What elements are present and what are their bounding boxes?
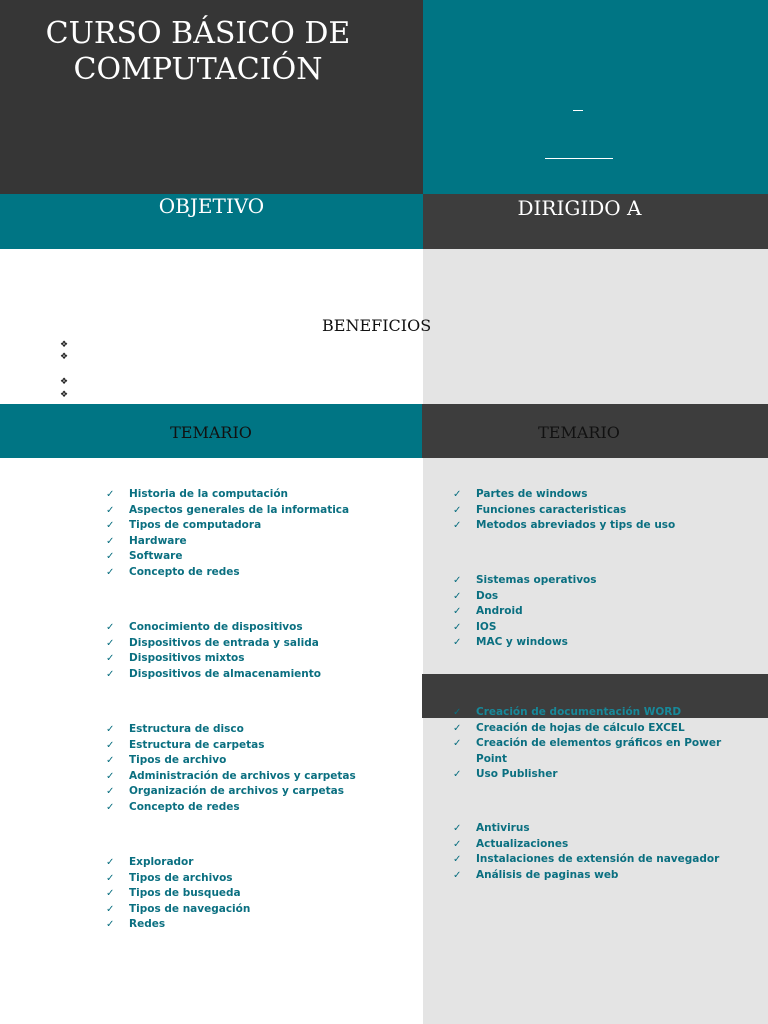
list-item: ✓ Análisis de paginas web [453, 868, 719, 884]
list-item: ✓ Aspectos generales de la informatica [106, 503, 349, 519]
list-item: ✓ MAC y windows [453, 635, 597, 651]
list-item: ✓ Partes de windows [453, 487, 675, 503]
check-icon: ✓ [106, 566, 115, 578]
title-line-1: CURSO BÁSICO DE [45, 16, 351, 51]
check-icon: ✓ [106, 786, 115, 797]
check-icon: ✓ [106, 653, 115, 664]
check-icon: ✓ [453, 520, 462, 531]
check-icon: ✓ [453, 838, 462, 850]
topic-list-right-3 [453, 705, 726, 783]
list-item: ✓ Concepto de redes [106, 565, 349, 581]
objetivo-bar [0, 194, 423, 249]
check-icon: ✓ [106, 637, 115, 649]
diamond-bullet-icon: ❖ [60, 376, 69, 386]
list-item: ✓ Creación de documentación WORD [453, 705, 726, 721]
check-icon: ✓ [453, 489, 462, 500]
topic-list-left-2 [106, 620, 321, 682]
title-line-2: COMPUTACIÓN [73, 52, 323, 87]
list-item: ✓ Sistemas operativos [453, 573, 597, 589]
check-icon: ✓ [106, 739, 115, 751]
check-icon: ✓ [106, 551, 115, 562]
list-item: ✓ Creación de hojas de cálculo EXCEL [453, 721, 726, 737]
underline-mark [545, 158, 613, 159]
list-item: ✓ Software [106, 549, 349, 565]
dirigido-bar [423, 194, 768, 249]
check-icon: ✓ [453, 869, 462, 881]
list-item: ✓ Concepto de redes [106, 800, 356, 816]
topic-list-right-4 [453, 821, 719, 883]
check-icon: ✓ [106, 919, 115, 930]
topic-list-left-1 [106, 487, 349, 580]
check-icon: ✓ [106, 903, 115, 915]
list-item: ✓ Tipos de archivos [106, 871, 250, 887]
check-icon: ✓ [453, 637, 462, 648]
list-item: ✓ Administración de archivos y carpetas [106, 769, 356, 785]
list-item: ✓ Dispositivos de entrada y salida [106, 636, 321, 652]
list-item: ✓ Uso Publisher [453, 767, 726, 783]
diamond-bullet-icon: ❖ [60, 351, 69, 361]
topic-list-left-3 [106, 722, 356, 815]
check-icon: ✓ [106, 520, 115, 531]
list-item: ✓ Dispositivos de almacenamiento [106, 667, 321, 683]
list-item: ✓ Dispositivos mixtos [106, 651, 321, 667]
dirigido-label: DIRIGIDO A [517, 196, 642, 220]
check-icon: ✓ [453, 738, 462, 749]
list-item: ✓ Antivirus [453, 821, 719, 837]
check-icon: ✓ [453, 854, 462, 865]
check-icon: ✓ [106, 857, 115, 868]
check-icon: ✓ [106, 755, 115, 766]
beneficios-label: BENEFICIOS [322, 316, 432, 335]
list-item: ✓ Tipos de computadora [106, 518, 349, 534]
list-item: ✓ Estructura de carpetas [106, 738, 356, 754]
list-item: ✓ Estructura de disco [106, 722, 356, 738]
check-icon: ✓ [106, 724, 115, 735]
list-item: ✓ Metodos abreviados y tips de uso [453, 518, 675, 534]
list-item: ✓ Tipos de busqueda [106, 886, 250, 902]
check-icon: ✓ [106, 801, 115, 813]
list-item: ✓ Instalaciones de extensión de navegador [453, 852, 719, 868]
check-icon: ✓ [106, 888, 115, 899]
check-icon: ✓ [453, 769, 462, 780]
dash-mark [573, 110, 583, 111]
list-item: ✓ Funciones caracteristicas [453, 503, 675, 519]
check-icon: ✓ [106, 872, 115, 884]
list-item: ✓ IOS [453, 620, 597, 636]
list-item: ✓ Actualizaciones [453, 837, 719, 853]
check-icon: ✓ [453, 504, 462, 516]
list-item: ✓ Redes [106, 917, 250, 933]
list-item: ✓ Tipos de archivo [106, 753, 356, 769]
check-icon: ✓ [453, 707, 462, 718]
check-icon: ✓ [453, 722, 462, 734]
check-icon: ✓ [106, 668, 115, 680]
check-icon: ✓ [453, 621, 462, 633]
check-icon: ✓ [453, 823, 462, 834]
list-item: ✓ Android [453, 604, 597, 620]
temario-left-bar [0, 404, 422, 458]
diamond-bullet-icon: ❖ [60, 339, 69, 349]
check-icon: ✓ [106, 504, 115, 516]
teal-header-panel [423, 0, 768, 194]
check-icon: ✓ [106, 535, 115, 547]
list-item: ✓ Dos [453, 589, 597, 605]
list-item: ✓ Conocimiento de dispositivos [106, 620, 321, 636]
temario-right-label: TEMARIO [538, 423, 620, 442]
list-item: ✓ Organización de archivos y carpetas [106, 784, 356, 800]
check-icon: ✓ [453, 606, 462, 617]
list-item: ✓ Creación de elementos gráficos en Power Point [453, 737, 722, 765]
page-title [0, 16, 396, 88]
temario-right-bar [422, 404, 768, 458]
diamond-bullet-icon: ❖ [60, 389, 69, 399]
list-item: ✓ Historia de la computación [106, 487, 349, 503]
check-icon: ✓ [106, 770, 115, 782]
check-icon: ✓ [106, 489, 115, 500]
list-item: ✓ Hardware [106, 534, 349, 550]
check-icon: ✓ [453, 590, 462, 602]
temario-left-label: TEMARIO [170, 423, 252, 442]
check-icon: ✓ [453, 575, 462, 586]
topic-list-right-1 [453, 487, 675, 534]
objetivo-label: OBJETIVO [158, 194, 265, 218]
list-item: ✓ Explorador [106, 855, 250, 871]
title-block [0, 0, 423, 194]
topic-list-right-2 [453, 573, 597, 651]
list-item: ✓ Tipos de navegación [106, 902, 250, 918]
check-icon: ✓ [106, 622, 115, 633]
topic-list-left-4 [106, 855, 250, 933]
